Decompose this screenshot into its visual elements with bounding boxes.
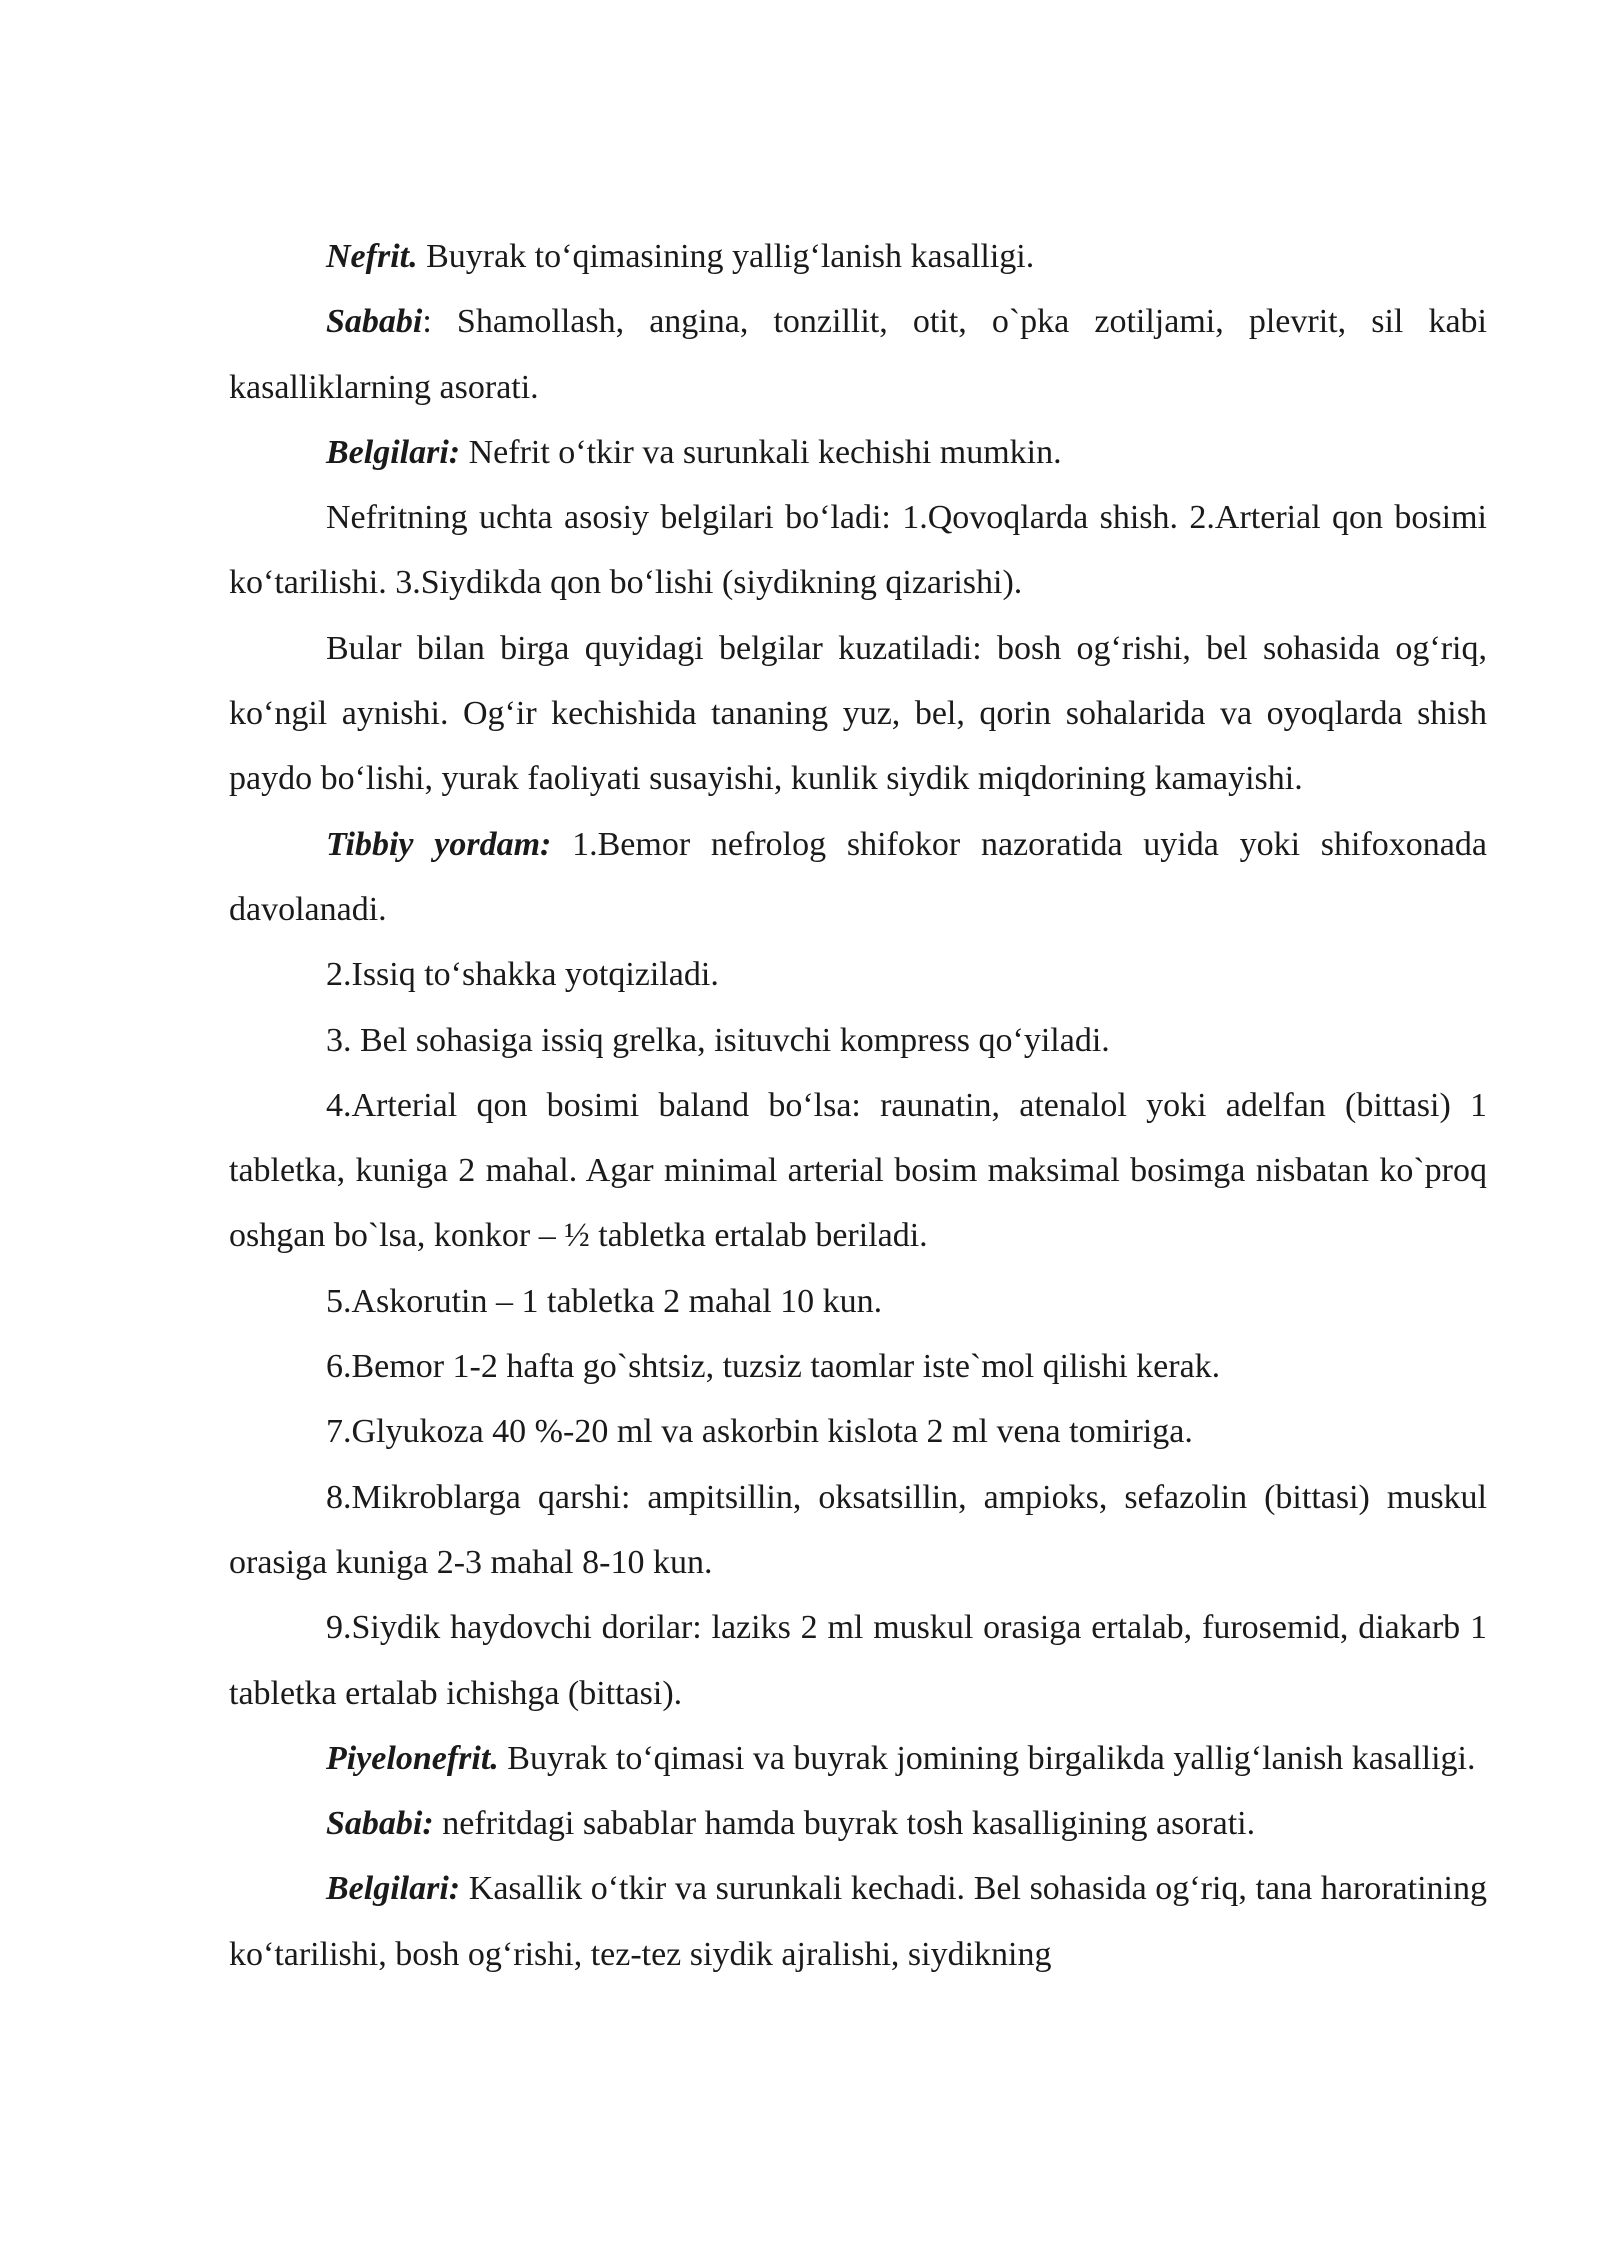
- list-item: [229, 1008, 1487, 1073]
- paragraph-nefrit-definition: [229, 224, 1487, 289]
- paragraph-text: Buyrak to‘qimasi va buyrak jomining birgalikda yallig‘lanish kasalligi.: [498, 1739, 1476, 1777]
- paragraph-text: 4.Arterial qon bosimi baland bo‘lsa: raunatin, atenalol yoki adelfan (bittasi) 1 tabletka, kuniga 2 mahal. Agar minimal arterial bosim maksimal bosimga nisbatan ko`proq oshgan bo`lsa, konkor – ½ tabletka ertalab beriladi.: [229, 1086, 1487, 1255]
- paragraph-text: Buyrak to‘qimasining yallig‘lanish kasalligi.: [417, 238, 1035, 275]
- paragraph-text: 9.Siydik haydovchi dorilar: laziks 2 ml muskul orasiga ertalab, furosemid, diakarb 1 tabletka ertalab ichishga (bittasi).: [229, 1609, 1487, 1712]
- paragraph-text: : Shamollash, angina, tonzillit, otit, o`pka zotiljami, plevrit, sil kabi kasalliklarning asorati.: [229, 303, 1487, 406]
- list-item: [229, 1465, 1487, 1596]
- paragraph-text: 7.Glyukoza 40 %-20 ml va askorbin kislota 2 ml vena tomiriga.: [326, 1413, 1193, 1451]
- term-label: Nefrit.: [326, 238, 418, 275]
- paragraph-text: 6.Bemor 1-2 hafta go`shtsiz, tuzsiz taomlar iste`mol qilishi kerak.: [326, 1348, 1221, 1386]
- list-item: [229, 1269, 1487, 1334]
- term-label: Piyelonefrit.: [326, 1739, 499, 1777]
- list-item: [229, 1073, 1487, 1269]
- list-item: [229, 1399, 1487, 1464]
- paragraph-text: Nefritning uchta asosiy belgilari bo‘ladi: 1.Qovoqlarda shish. 2.Arterial qon bosimi ko‘tarilishi. 3.Siydikda qon bo‘lishi (siydikning qizarishi).: [229, 499, 1487, 602]
- paragraph-text: 3. Bel sohasiga issiq grelka, isituvchi kompress qo‘yiladi.: [326, 1021, 1110, 1059]
- paragraph-text: Bular bilan birga quyidagi belgilar kuzatiladi: bosh og‘rishi, bel sohasida og‘riq, ko‘ngil aynishi. Og‘ir kechishida tananing yuz, bel, qorin sohalarida va oyoqlarda shish paydo bo‘lishi, yurak faoliyati susayishi, kunlik siydik miqdorining kamayishi.: [229, 629, 1487, 798]
- paragraph-text: 8.Mikroblarga qarshi: ampitsillin, oksatsillin, ampioks, sefazolin (bittasi) muskul orasiga kuniga 2-3 mahal 8-10 kun.: [229, 1478, 1487, 1581]
- paragraph-main-signs: [229, 485, 1487, 616]
- paragraph-nefrit-symptoms: [229, 420, 1487, 485]
- list-item: [229, 1595, 1487, 1726]
- list-item: [229, 942, 1487, 1007]
- paragraph-medical-help: [229, 812, 1487, 943]
- paragraph-additional-signs: [229, 616, 1487, 812]
- term-label: Belgilari:: [326, 433, 461, 471]
- term-label: Sababi: [326, 303, 423, 341]
- paragraph-text: 5.Askorutin – 1 tabletka 2 mahal 10 kun.: [326, 1282, 883, 1320]
- paragraph-text: 1.Bemor nefrolog shifokor nazoratida uyida yoki shifoxonada davolanadi.: [229, 825, 1487, 928]
- paragraph-text: Kasallik o‘tkir va surunkali kechadi. Bel sohasida og‘riq, tana haroratining ko‘tarilishi, bosh og‘rishi, tez-tez siydik ajralishi, siydikning: [229, 1870, 1487, 1973]
- paragraph-text: Nefrit o‘tkir va surunkali kechishi mumkin.: [460, 433, 1062, 471]
- paragraph-text: nefritdagi sabablar hamda buyrak tosh kasalligining asorati.: [433, 1805, 1256, 1843]
- document-page: [229, 224, 1487, 1987]
- term-label: Sababi:: [326, 1805, 434, 1843]
- term-label: Belgilari:: [326, 1870, 461, 1908]
- paragraph-piyelonefrit-definition: [229, 1726, 1487, 1791]
- paragraph-piyelonefrit-symptoms: [229, 1856, 1487, 1987]
- paragraph-piyelonefrit-causes: [229, 1791, 1487, 1856]
- paragraph-nefrit-causes: [229, 289, 1487, 420]
- paragraph-text: 2.Issiq to‘shakka yotqiziladi.: [326, 956, 719, 994]
- term-label: Tibbiy yordam:: [326, 825, 552, 863]
- list-item: [229, 1334, 1487, 1399]
